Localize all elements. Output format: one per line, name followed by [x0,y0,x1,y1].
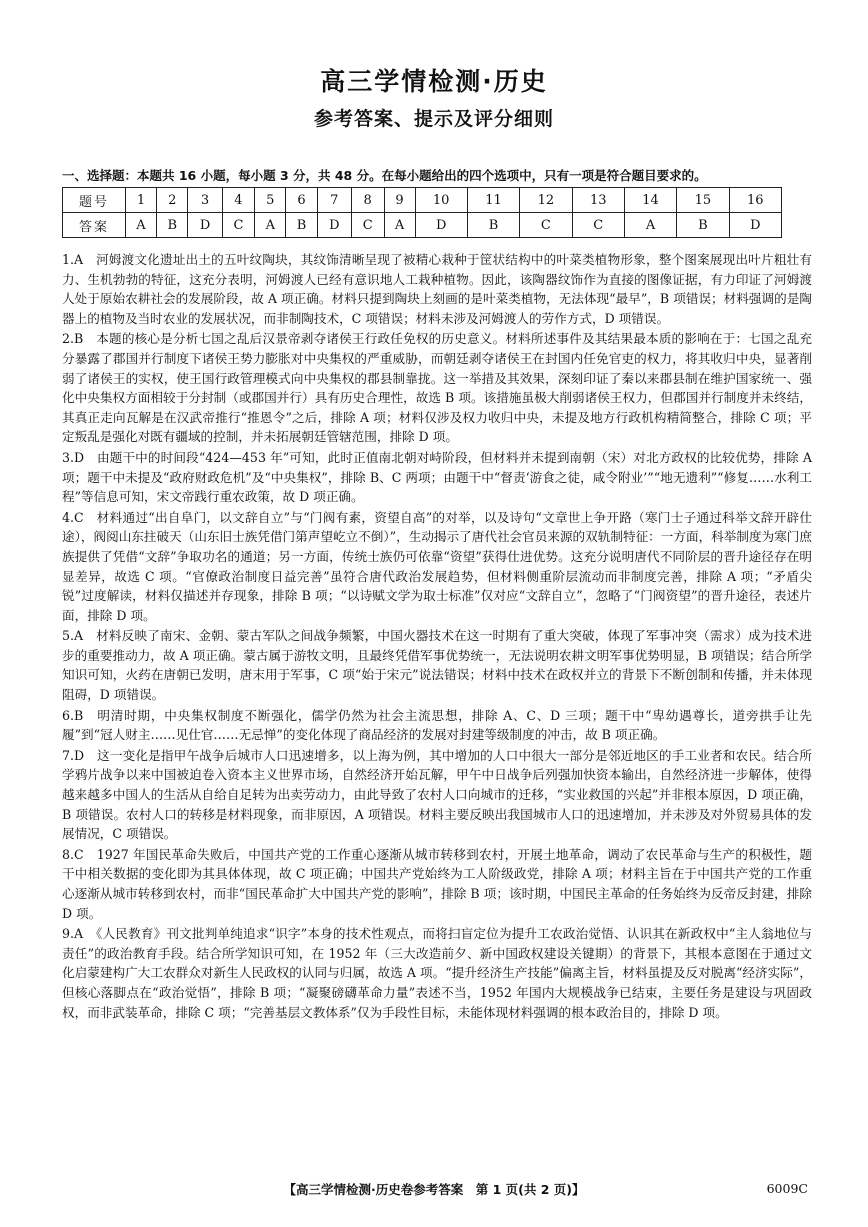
answer-cell: A [624,213,676,238]
question-number: 5 [255,188,286,213]
explanation-item: 1.A 河姆渡文化遗址出土的五叶纹陶块，其纹饰清晰呈现了被精心栽种于筐状结构中的叶菜类植物形象，整个图案展现出叶片粗壮有力、生机勃勃的特征，这充分表明，河姆渡人已经有意识地人工栽种植物。因此，该陶器纹饰作为直接的图像证据，有力印证了河姆渡人处于原始农耕社会的发展阶段，故 A 项正确。材料只提到陶块上刻画的是叶菜类植物，无法体现“最早”，B 项错误；材料强调的是陶器上的植物及当时农业的发展状况，而非制陶技术，C 项错误；材料未涉及河姆渡人的劳作方式，D 项错误。 [62,252,812,326]
answer-table [62,187,782,238]
page-footer: 【高三学情检测·历史卷参考答案 第 1 页(共 2 页)】 [283,1182,585,1197]
question-number: 10 [415,188,467,213]
page-title: 高三学情检测·历史 [320,67,548,96]
question-number: 4 [222,188,255,213]
explanation-item: 3.D 由题干中的时间段“424—453 年”可知，此时正值南北朝对峙阶段，但材料并未提到南朝（宋）对北方政权的比较优势，排除 A 项；题干中未提及“政府财政危机”及“中央集权”，排除 B、C 两项；由题干中“督责‘游食之徒，咸令附业’”“地无遗利”“修复……水利工程”等信息可知，宋文帝践行重农政策，故 D 项正确。 [62,449,812,505]
answer-cell: B [677,213,729,238]
question-number: 16 [729,188,781,213]
explanation-item: 8.C 1927 年国民革命失败后，中国共产党的工作重心逐渐从城市转移到农村，开展土地革命，调动了农民革命与生产的积极性，题干中相关数据的变化即为其具体体现，故 C 项正确；中国共产党始终为工人阶级政党，排除 A 项；材料主旨在于中国共产党的工作重心逐渐从城市转移到农村，而非“国民革命扩大中国共产党的影响”，排除 B 项；该时期，中国民主革命的任务始终为反帝反封建，排除 D 项。 [62,846,812,921]
answer-cell: C [222,213,255,238]
answer-row [63,213,782,238]
answer-cell: C [572,213,624,238]
answer-cell: A [255,213,286,238]
question-number-row [63,188,782,213]
question-number: 14 [624,188,676,213]
answer-cell: A [126,213,157,238]
explanation-item: 7.D 这一变化是指甲午战争后城市人口迅速增多，以上海为例，其中增加的人口中很大一部分是邻近地区的手工业者和农民。结合所学鸦片战争以来中国被迫卷入资本主义世界市场，自然经济开始瓦解，甲午中日战争后列强加快资本输出，自然经济进一步解体，使得越来越多中国人的生活从自给自足转为出卖劳动力，由此导致了农村人口向城市的迁移，“实业救国的兴起”并非根本原因，D 项正确，B 项错误。农村人口的转移是材料现象，而非原因，A 项错误。材料主要反映出我国城市人口的迅速增加，并未涉及对外贸易具体的发展情况，C 项错误。 [62,747,812,842]
explanation-item: 4.C 材料通过“出自阜门，以文辞自立”与“门阀有素，资望自高”的对举，以及诗句“文章世上争开路（寒门士子通过科举文辞开辟仕途），阀阅山东拄破天（山东旧士族凭借门第声望屹立不倒）”，生动揭示了唐代社会官员来源的双轨制特征：一方面，科举制度为寒门庶族提供了凭借“文辞”争取功名的通道；另一方面，传统士族仍可依靠“资望”获得仕进优势。这充分说明唐代不同阶层的晋升途径存在明显差异，故选 C 项。“官僚政治制度日益完善”虽符合唐代政治发展趋势，但材料侧重阶层流动而非制度完善，排除 A 项；“矛盾尖锐”过度解读，材料仅描述并存现象，排除 B 项；“以诗赋文学为取士标准”仅对应“文辞自立”，忽略了“门阀资望”的晋升途径，表述片面，排除 D 项。 [62,509,812,623]
answer-cell: D [729,213,781,238]
question-number: 2 [156,188,188,213]
explanation-item: 6.B 明清时期，中央集权制度不断强化，儒学仍然为社会主流思想，排除 A、C、D 三项；题干中“卑幼遇尊长，道旁拱手让先履”到“冠人财主……见仕官……无忌惮”的变化体现了商品经济的发展对封建等级制度的冲击，故 B 项正确。 [62,707,812,743]
answer-cell: B [156,213,188,238]
explanation-item: 9.A 《人民教育》刊文批判单纯追求“识字”本身的技术性观点，而将扫盲定位为提升工农政治觉悟、认识其在新政权中“主人翁地位与责任”的政治教育手段。结合所学知识可知，在 1952 年（三大改造前夕、新中国政权建设关键期）的背景下，其根本意图在于通过文化启蒙建构广大工农群众对新生人民政权的认同与归属，故选 A 项。“提升经济生产技能”偏离主旨，材料虽提及反对脱离“经济实际”，但核心落脚点在“政治觉悟”，排除 B 项；“凝聚磅礴革命力量”表述不当，1952 年国内大规模战争已结束，主要任务是建设与巩固政权，而非武装革命，排除 C 项；“完善基层文教体系”仅为手段性目标，未能体现材料强调的根本政治目的，排除 D 项。 [62,926,812,1020]
answer-cell: B [286,213,318,238]
explanation-item: 5.A 材料反映了南宋、金朝、蒙古军队之间战争频繁，中国火器技术在这一时期有了重大突破，体现了军事冲突（需求）成为技术进步的重要推动力，故 A 项正确。蒙古属于游牧文明，且最终凭借军事优势统一，无法说明农耕文明军事优势明显，B 项错误；结合所学知识可知，火药在唐朝已发明，唐末用于军事，C 项“始于宋元”说法错误；材料中技术在政权并立的背景下不断创制和传播，并未体现阻碍，D 项错误。 [62,628,812,703]
question-number: 6 [286,188,318,213]
question-number: 9 [384,188,415,213]
answer-cell: D [415,213,467,238]
answer-cell: C [520,213,572,238]
answer-cell: B [467,213,519,238]
answer-cell: A [384,213,415,238]
question-number: 7 [317,188,351,213]
document-code: 6009C [766,1181,808,1196]
section-heading: 一、选择题：本题共 16 小题，每小题 3 分，共 48 分。在每小题给出的四个选项中，只有一项是符合题目要求的。 [62,168,707,183]
question-number: 12 [520,188,572,213]
row-label-answers: 答案 [63,213,126,238]
question-number: 15 [677,188,729,213]
explanation-item: 2.B 本题的核心是分析七国之乱后汉景帝剥夺诸侯王行政任免权的历史意义。材料所述事件及其结果最本质的影响在于：七国之乱充分暴露了郡国并行制度下诸侯王势力膨胀对中央集权的严重威胁，而朝廷剥夺诸侯王在封国内任免官吏的权力，将其收归中央，显著削弱了诸侯王的实权，使王国行政管理模式向中央集权的郡县制靠拢。这一举措及其效果，深刻印证了秦以来郡县制在维护国家统一、强化中央集权方面相较于分封制（或郡国并行）具有历史合理性，故选 B 项。该措施虽极大削弱诸侯王权力，但郡国并行制度并未终结，其真正走向瓦解是在汉武帝推行“推恩令”之后，排除 A 项；材料仅涉及权力收归中央，未提及地方行政机构精简整合，排除 C 项；平定叛乱是强化对既有疆域的控制，并未拓展朝廷管辖范围，排除 D 项。 [62,331,812,445]
answer-cell: D [317,213,351,238]
page-subtitle: 参考答案、提示及评分细则 [313,108,554,130]
question-number: 8 [351,188,384,213]
row-label-numbers: 题号 [63,188,126,213]
question-number: 11 [467,188,519,213]
answer-cell: D [188,213,222,238]
question-number: 1 [126,188,157,213]
answer-cell: C [351,213,384,238]
question-number: 3 [188,188,222,213]
question-number: 13 [572,188,624,213]
explanations-body [62,250,812,1023]
